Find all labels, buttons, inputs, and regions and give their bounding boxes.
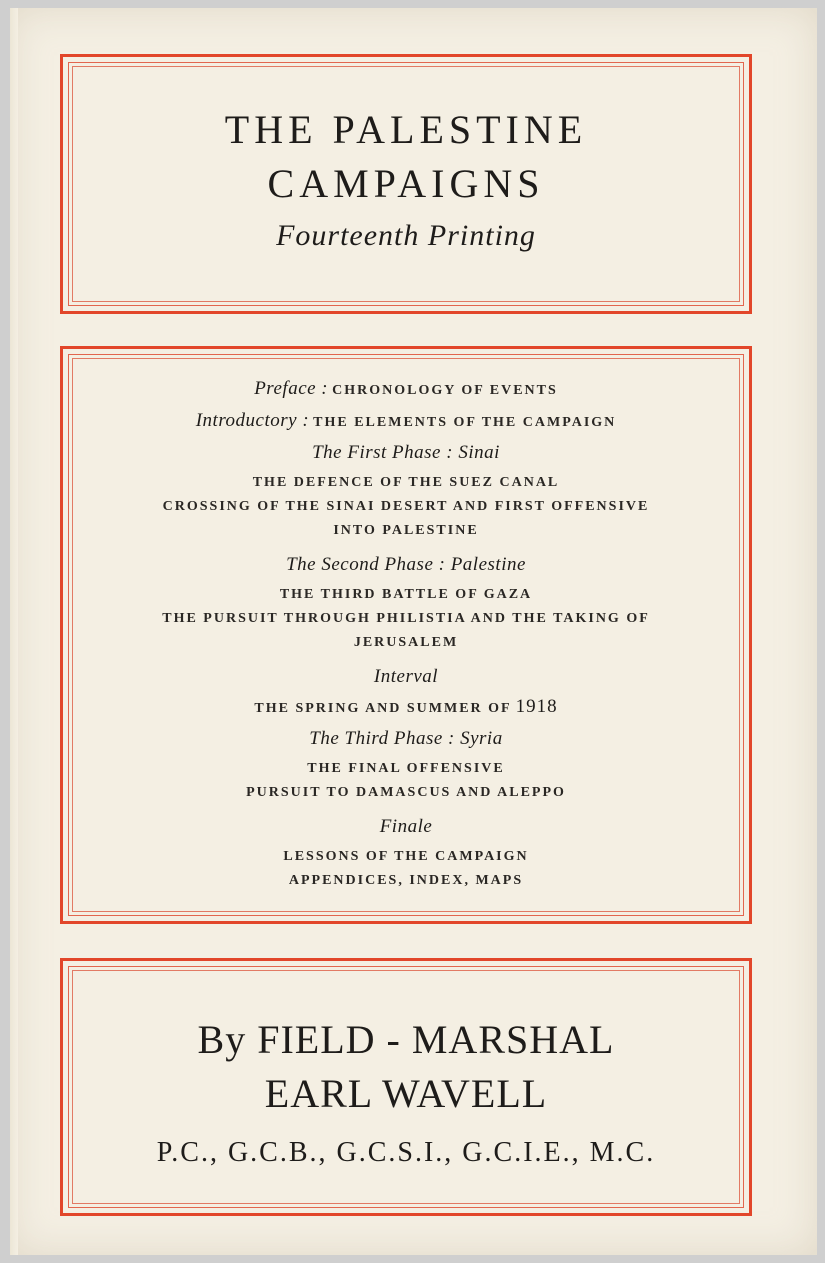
- author-line-1: By FIELD - MARSHAL: [197, 1017, 615, 1062]
- title-line-1: THE PALESTINE: [224, 107, 588, 152]
- contents-panel: [60, 346, 752, 924]
- book-cover: [10, 8, 817, 1255]
- phase-2-item-1: THE THIRD BATTLE OF GAZA: [279, 587, 533, 602]
- printing-subtitle: Fourteenth Printing: [276, 219, 536, 252]
- introductory-label: Introductory :: [195, 410, 310, 431]
- finale-item-2: APPENDICES, INDEX, MAPS: [288, 873, 524, 888]
- author-block: [63, 961, 749, 1213]
- author-line-2: EARL WAVELL: [264, 1071, 548, 1116]
- finale-item-1: LESSONS OF THE CAMPAIGN: [283, 849, 529, 864]
- phase-3-item-2: PURSUIT TO DAMASCUS AND ALEPPO: [246, 785, 566, 800]
- phase-1-item-2a: CROSSING OF THE SINAI DESERT AND FIRST OFFENSIVE: [162, 499, 650, 514]
- spine-edge: [10, 8, 18, 1255]
- author-panel: [60, 958, 752, 1216]
- interval-heading: Interval: [373, 666, 439, 687]
- phase-2-heading: The Second Phase : Palestine: [286, 554, 526, 575]
- phase-3-heading: The Third Phase : Syria: [309, 728, 503, 749]
- preface-label: Preface :: [254, 378, 329, 399]
- title-line-2: CAMPAIGNS: [267, 161, 545, 206]
- interval-text: THE SPRING AND SUMMER OF: [254, 701, 512, 716]
- title-block: [63, 57, 749, 311]
- contents-list: [63, 349, 749, 921]
- phase-1-item-2b: INTO PALESTINE: [333, 523, 479, 538]
- phase-2-item-2a: THE PURSUIT THROUGH PHILISTIA AND THE TAKING OF: [162, 611, 650, 626]
- preface-text: CHRONOLOGY OF EVENTS: [332, 383, 558, 398]
- finale-heading: Finale: [379, 816, 433, 837]
- phase-2-item-2b: JERUSALEM: [353, 635, 459, 650]
- title-panel: [60, 54, 752, 314]
- introductory-text: THE ELEMENTS OF THE CAMPAIGN: [313, 415, 617, 430]
- phase-1-heading: The First Phase : Sinai: [312, 442, 500, 463]
- author-honours: P.C., G.C.B., G.C.S.I., G.C.I.E., M.C.: [156, 1137, 656, 1168]
- phase-1-item-1: THE DEFENCE OF THE SUEZ CANAL: [252, 475, 560, 490]
- interval-year: 1918: [515, 696, 558, 717]
- phase-3-item-1: THE FINAL OFFENSIVE: [307, 761, 505, 776]
